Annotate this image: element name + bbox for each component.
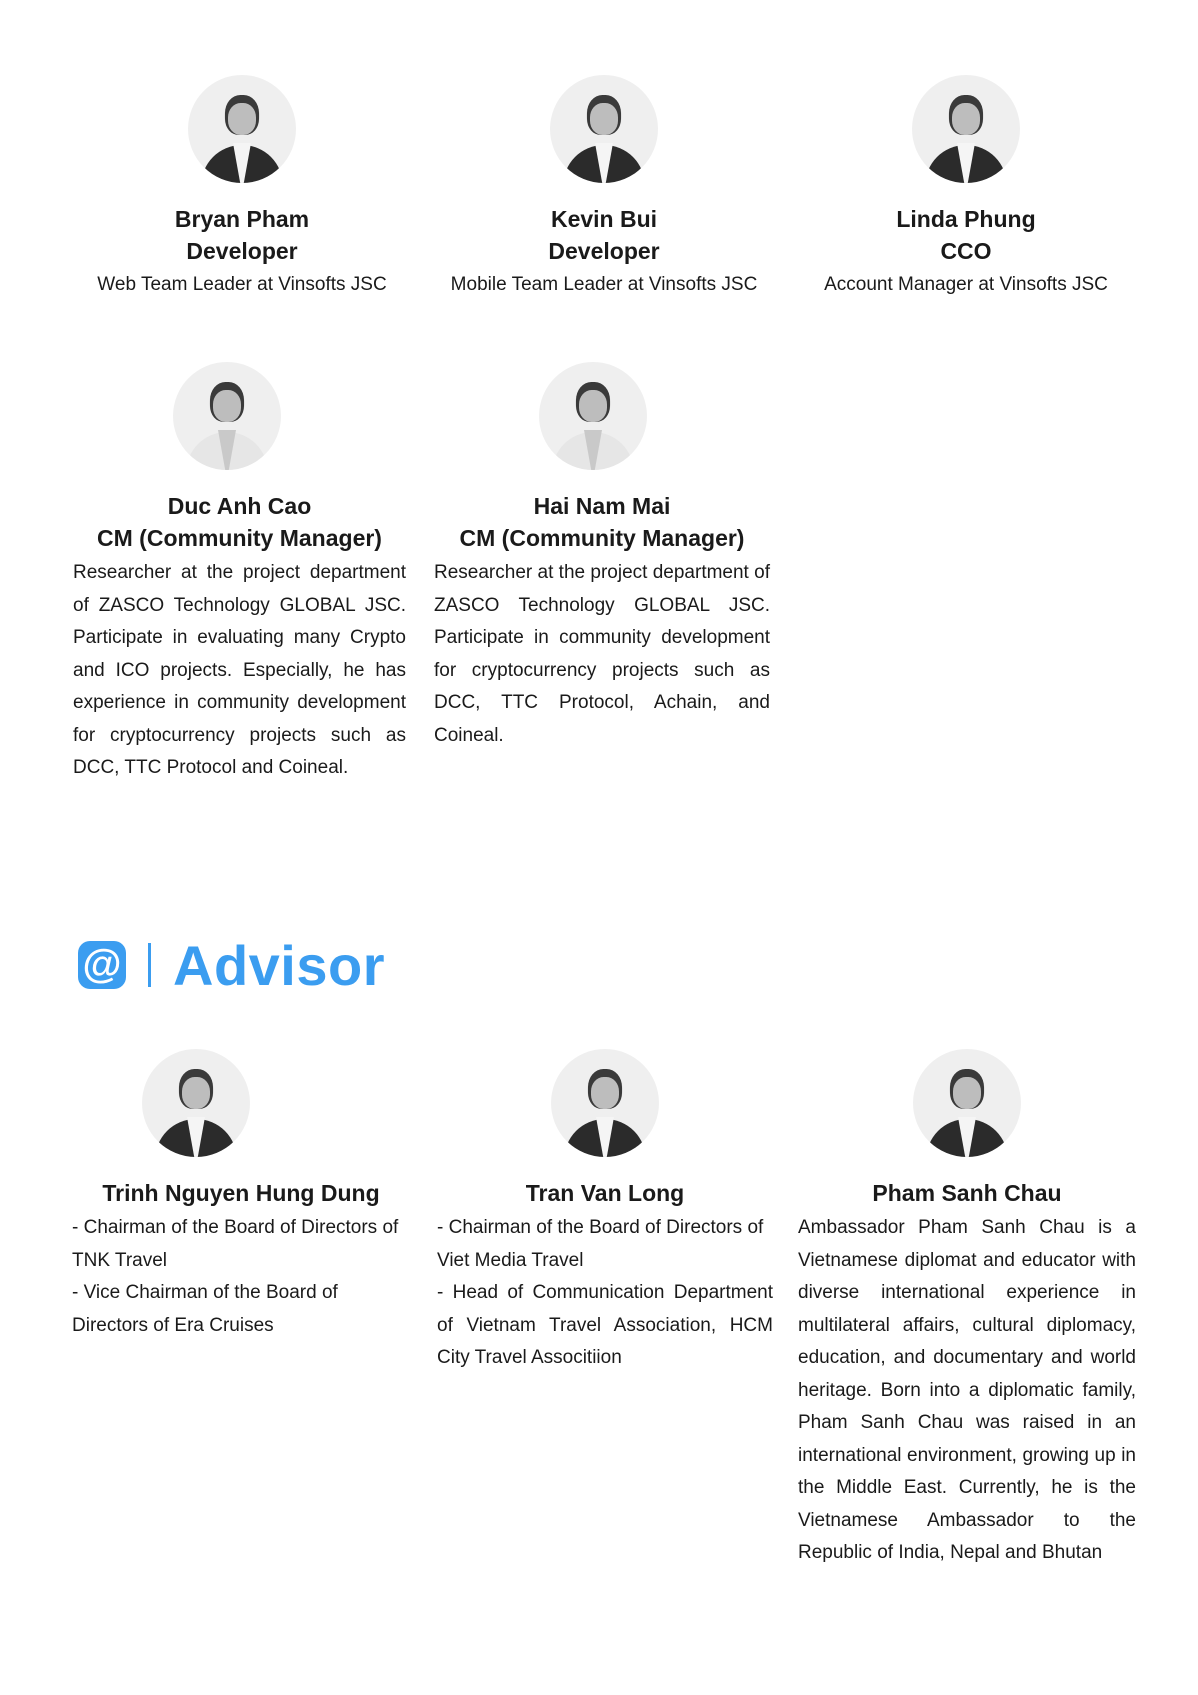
avatar [913, 1049, 1021, 1157]
avatar [188, 75, 296, 183]
member-name: Bryan Pham [174, 206, 310, 232]
member-subtitle: Mobile Team Leader at Vinsofts JSC [450, 274, 758, 295]
member-role: CCO [940, 238, 992, 264]
team-card-kevin-bui [434, 75, 774, 300]
advisor-name: Tran Van Long [525, 1180, 685, 1206]
member-name: Linda Phung [896, 206, 1036, 232]
advisor-card-trinh-nguyen-hung-dung [72, 1049, 410, 1342]
avatar [142, 1049, 250, 1157]
team-card-linda-phung [796, 75, 1136, 300]
advisor-line: - Vice Chairman of the Board of Directors of Era Cruises [72, 1282, 338, 1336]
heading-divider [148, 943, 151, 987]
member-role: Developer [548, 238, 660, 264]
member-role: Developer [186, 238, 298, 264]
member-name: Duc Anh Cao [167, 493, 312, 519]
section-title: Advisor [173, 933, 385, 997]
team-card-hai-nam-mai [434, 362, 770, 752]
advisor-description [72, 1212, 410, 1342]
advisor-description [437, 1212, 773, 1375]
avatar [539, 362, 647, 470]
avatar [550, 75, 658, 183]
avatar [551, 1049, 659, 1157]
advisor-line: - Chairman of the Board of Directors of TNK Travel [72, 1217, 399, 1271]
advisor-card-pham-sanh-chau [798, 1049, 1136, 1570]
team-card-duc-anh-cao [73, 362, 406, 785]
advisor-name: Pham Sanh Chau [872, 1180, 1062, 1206]
at-sign-icon: @ [78, 941, 126, 989]
team-card-bryan-pham [72, 75, 412, 300]
member-description: Researcher at the project department of ZASCO Technology GLOBAL JSC. Participate in community development for cryptocurrency projects such as DCC, TTC Protocol, Achain, and Coineal. [434, 562, 770, 746]
member-name: Kevin Bui [550, 206, 658, 232]
member-description: Researcher at the project department of ZASCO Technology GLOBAL JSC. Participate in evaluating many Crypto and ICO projects. Especially, he has experience in community development for cryptocurrency projects such as DCC, TTC Protocol and Coineal. [73, 562, 406, 778]
member-subtitle: Web Team Leader at Vinsofts JSC [97, 274, 387, 295]
advisor-description: Ambassador Pham Sanh Chau is a Vietnamese diplomat and educator with diverse international experience in multilateral affairs, cultural diplomacy, education, and documentary and world heritage. Born into a diplomatic family, Pham Sanh Chau was raised in an international environment, growing up in the Middle East. Currently, he is the Vietnamese Ambassador to the Republic of India, Nepal and Bhutan [798, 1217, 1136, 1563]
member-role: CM (Community Manager) [97, 525, 382, 551]
advisor-name: Trinh Nguyen Hung Dung [102, 1180, 380, 1206]
avatar [912, 75, 1020, 183]
advisor-section-heading [78, 935, 385, 995]
advisor-line: - Chairman of the Board of Directors of Viet Media Travel [437, 1217, 764, 1271]
advisor-card-tran-van-long [437, 1049, 773, 1375]
avatar [173, 362, 281, 470]
member-name: Hai Nam Mai [533, 493, 671, 519]
member-subtitle: Account Manager at Vinsofts JSC [824, 274, 1108, 295]
advisor-line: - Head of Communication Department of Vietnam Travel Association, HCM City Travel Associtiion [437, 1282, 773, 1368]
member-role: CM (Community Manager) [459, 525, 745, 551]
